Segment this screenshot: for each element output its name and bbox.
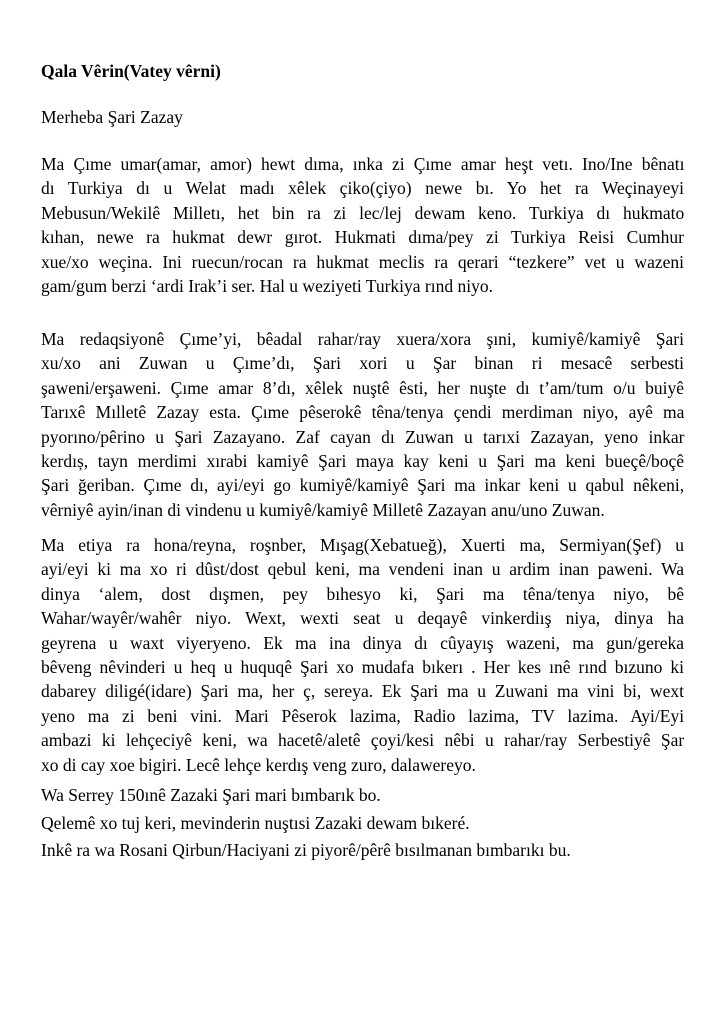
- text-line: xo di cay xoe bigiri. Lecê lehçe kerdış veng zuro, dalawereyo.: [41, 754, 476, 775]
- text-line: kerdıș, tayn merdimi xırabi kamiyê Şari maya kay keni u Şari ma keni bueçê/boçê: [41, 451, 684, 472]
- closing-line: Inkê ra wa Rosani Qirbun/Haciyani zi piyorê/pêrê bısılmanan bımbarıkı bu.: [41, 840, 571, 860]
- paragraph-3: [41, 533, 684, 777]
- text-line: Ma redaqsiyonê Çıme’yi, bêadal rahar/ray xuera/xora şıni, kumiyê/kamiyê Şari: [41, 329, 684, 349]
- text-line: ambazi ki lehçeciyê keni, wa hacetê/aletê çoyi/kesi nêbi u rahar/ray Serbestiyê Şar: [41, 730, 685, 751]
- text-line: gam/gum berzi ‘ardi Irak’i ser. Hal u weziyeti Turkiya rınd niyo.: [41, 276, 493, 297]
- closing-line: Wa Serrey 150ınê Zazaki Şari mari bımbarık bo.: [41, 785, 381, 805]
- greeting: Merheba Şari Zazay: [41, 107, 183, 127]
- document-title: Qala Vêrin(Vatey vêrni): [41, 61, 221, 81]
- text-line: Wahar/wayêr/wahêr niyo. Wext, wexti seat u deqayê vinkerdiış niya, dinya ha: [41, 608, 684, 629]
- text-line: bêveng nêvinderi u heq u huquqê Şari xo mudafa bıkerı . Her kes ınê rınd bızuno ki: [41, 657, 684, 678]
- text-line: dı Turkiya dı u Welat madı xêlek çiko(çiyo) newe bı. Yo het ra Weçinayeyi: [41, 178, 684, 199]
- text-line: Ma Çıme umar(amar, amor) hewt dıma, ınka zi Çıme amar heşt vetı. Ino/Ine bênatı: [41, 154, 685, 174]
- text-line: Tarıxê Mılletê Zazay esta. Çıme pêserokê têna/tenya çendi merdiman niyo, ayê ma: [41, 402, 685, 423]
- text-line: dinya ‘alem, dost dışmen, pey bıhesyo ki, Şari ma têna/tenya niyo, bê: [41, 583, 684, 604]
- text-line: pyorıno/pêrino u Şari Zazayano. Zaf cayan dı Zuwan u tarıxi Zazayan, yeno inkar: [41, 426, 685, 447]
- text-line: şaweni/erşaweni. Çıme amar 8’dı, xêlek nuştê êsti, her nuşte dı t’am/tum o/u buiyê: [41, 377, 684, 398]
- closing-lines: [41, 782, 571, 865]
- text-line: dabarey diligé(idare) Şari ma, her ç, sereya. Ek Şari ma u Zuwani ma vini bi, wext: [41, 681, 684, 702]
- text-line: yeno ma zi beni vini. Mari Pêserok lazima, Radio lazima, TV lazima. Ayi/Eyi: [41, 705, 685, 726]
- text-line: xue/xo weçina. Ini ruecun/rocan ra hukmat meclis ra qerari “tezkere” vet u wazeni: [41, 251, 684, 272]
- text-line: xu/xo ani Zuwan u Çıme’dı, Şari xori u Şar binan ri mesacê serbesti: [41, 353, 684, 374]
- text-line: Mebusun/Wekilê Milletı, het bin ra zi lec/lej dewam keno. Turkiya dı hukmato: [41, 202, 685, 223]
- paragraph-1: [41, 152, 684, 298]
- text-line: kıhan, newe ra hukmat dewr gırot. Hukmati dıma/pey zi Turkiya Reisi Cumhur: [41, 227, 684, 248]
- paragraph-2: [41, 327, 684, 522]
- text-line: vêrniyê ayin/inan di vindenu u kumiyê/kamiyê Milletê Zazayan anu/uno Zuwan.: [41, 499, 605, 520]
- text-line: Şari ğeriban. Çıme dı, ayi/eyi go kumiyê/kamiyê Şari ma inkar keni u qabul nêkeni,: [41, 475, 685, 496]
- text-line: geyrena u waxt viyeryeno. Ek ma ina dinya dı cûyayış wazeni, ma gun/gereka: [41, 632, 684, 653]
- text-line: ayi/eyi ki ma xo ri dûst/dost qebul keni, ma vendeni inan u ardim inan paweni. Wa: [41, 559, 684, 580]
- text-line: Ma etiya ra hona/reyna, roşnber, Mışag(Xebatueğ), Xuerti ma, Sermiyan(Şef) u: [41, 535, 684, 555]
- closing-line: Qelemê xo tuj keri, mevinderin nuştısi Zazaki dewam bıkeré.: [41, 812, 470, 833]
